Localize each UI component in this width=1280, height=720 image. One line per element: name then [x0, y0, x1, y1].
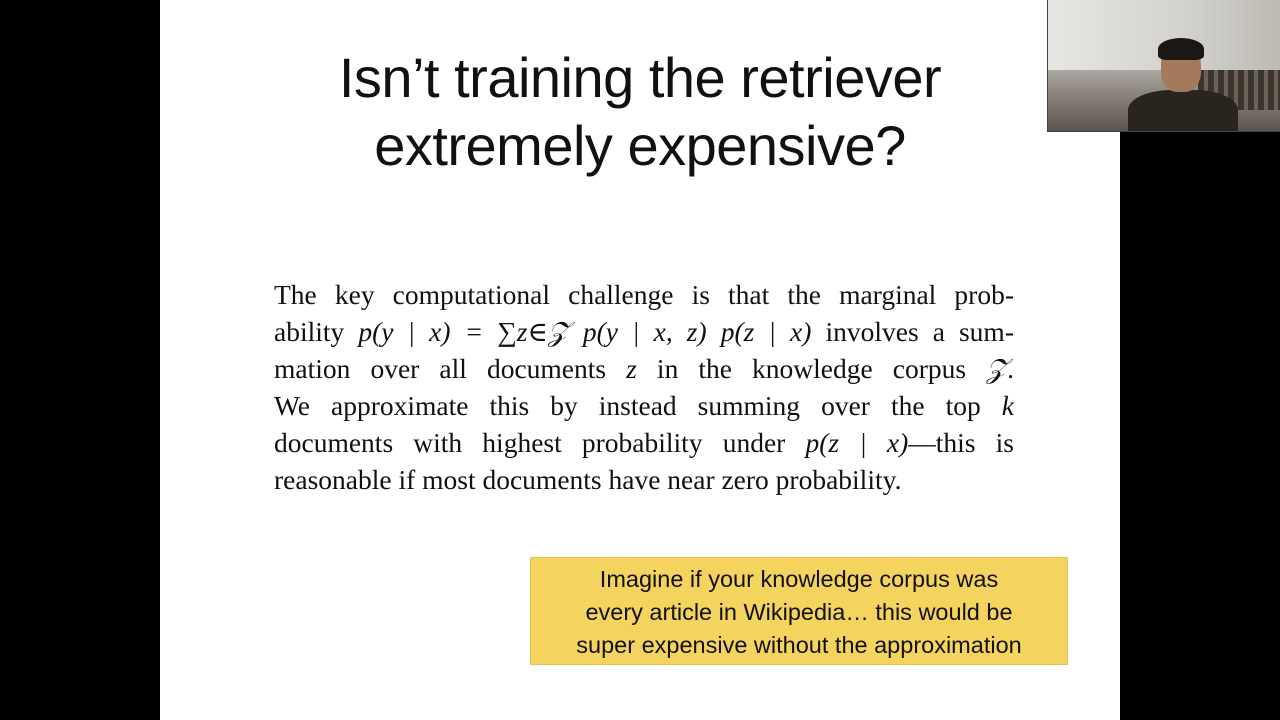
presenter-hair — [1158, 38, 1204, 60]
callout-line-2: every article in Wikipedia… this would be — [585, 599, 1013, 625]
excerpt-text: . — [1007, 353, 1014, 384]
callout-line-3: super expensive without the approximation — [576, 632, 1022, 658]
excerpt-text: in the knowledge corpus — [636, 353, 987, 384]
excerpt-line-5 — [274, 424, 1014, 461]
slide-title — [160, 44, 1120, 180]
excerpt-line-6: reasonable if most documents have near zero probability. — [274, 464, 902, 495]
excerpt-line-3 — [274, 350, 1014, 387]
paper-excerpt — [274, 276, 1014, 498]
marginal-probability-formula: p(y | x) = ∑z∈𝒵 p(y | x, z) p(z | x) — [358, 316, 812, 347]
slide-title-line-1: Isn’t training the retriever — [338, 46, 942, 109]
excerpt-text: mation over all documents — [274, 353, 627, 384]
callout-note — [530, 557, 1068, 665]
excerpt-text: —this is — [908, 427, 1014, 458]
excerpt-text: involves a sum- — [811, 316, 1014, 347]
excerpt-text: ability — [274, 316, 359, 347]
math-variable-k: k — [1001, 390, 1014, 421]
excerpt-line-1: The key computational challenge is that the marginal prob- — [274, 279, 1014, 310]
slide-title-line-2: extremely expensive? — [374, 114, 906, 177]
math-retriever-probability: p(z | x) — [805, 427, 909, 458]
webcam-video-feed — [1047, 0, 1280, 132]
excerpt-line-4 — [274, 387, 1014, 424]
presentation-slide — [160, 0, 1120, 720]
math-variable-z: z — [626, 353, 637, 384]
presenter-body — [1128, 90, 1238, 132]
callout-line-1: Imagine if your knowledge corpus was — [599, 566, 999, 592]
excerpt-line-2 — [274, 313, 1014, 350]
excerpt-text: We approximate this by instead summing over the top — [274, 390, 1002, 421]
excerpt-text: documents with highest probability under — [274, 427, 806, 458]
math-corpus-symbol: 𝒵 — [986, 353, 1008, 384]
